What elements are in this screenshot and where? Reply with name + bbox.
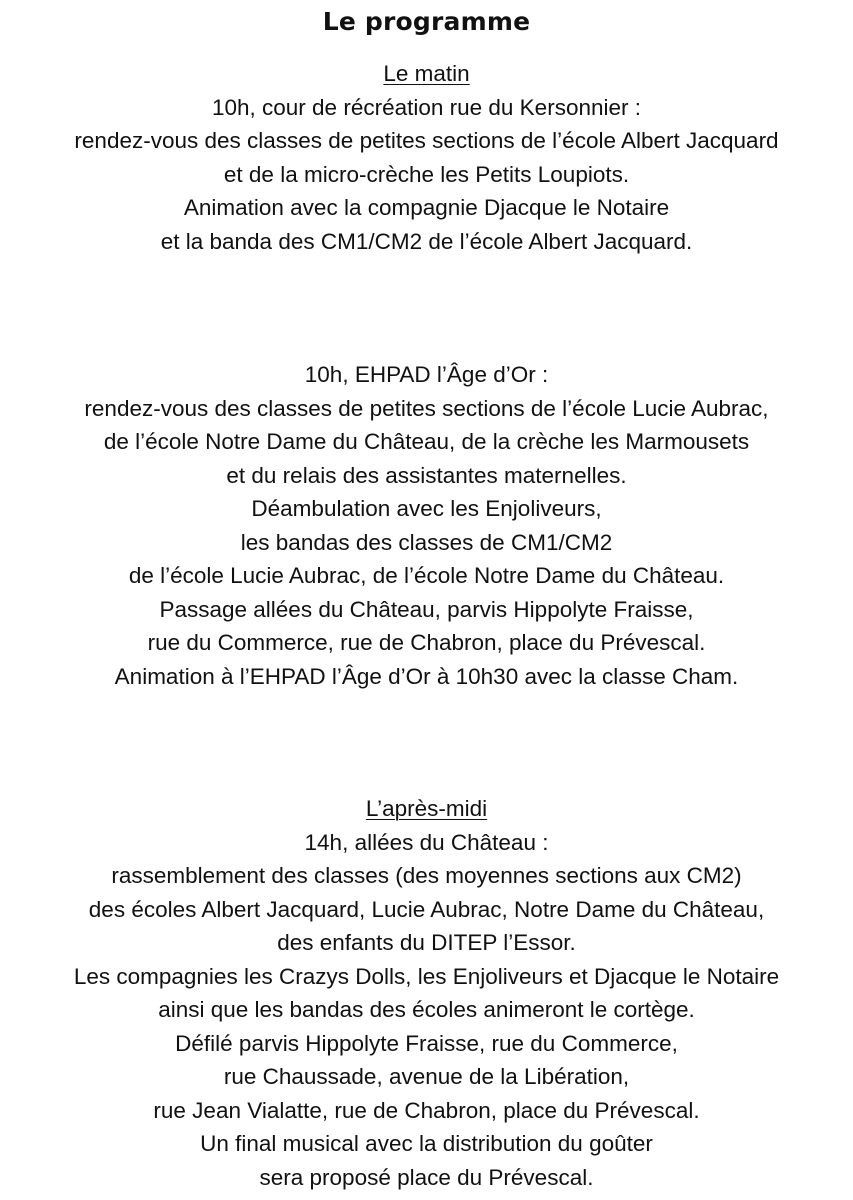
- afternoon-line: des enfants du DITEP l’Essor.: [277, 930, 576, 955]
- morning-event2-line: et du relais des assistantes maternelles.: [226, 462, 627, 488]
- afternoon-line: rue Chaussade, avenue de la Libération,: [223, 1064, 630, 1089]
- morning-event2-line: de l’école Notre Dame du Château, de la crèche les Marmousets: [103, 429, 750, 454]
- morning-event2-line: les bandas des classes de CM1/CM2: [240, 529, 613, 555]
- morning-event1-line: Animation avec la compagnie Djacque le Notaire: [183, 195, 670, 220]
- morning-event1-line: et la banda des CM1/CM2 de l’école Albert Jacquard.: [160, 228, 693, 254]
- afternoon-line: sera proposé place du Prévescal.: [259, 1164, 594, 1190]
- afternoon-line: 14h, allées du Château :: [304, 829, 549, 855]
- morning-event2-line: rue du Commerce, rue de Chabron, place du Prévescal.: [147, 630, 706, 655]
- afternoon-section: [0, 792, 853, 1194]
- morning-section: [0, 57, 853, 258]
- morning-event2-line: 10h, EHPAD l’Âge d’Or :: [304, 362, 549, 387]
- morning-event2-line: rendez-vous des classes de petites sections de l’école Lucie Aubrac,: [84, 395, 769, 421]
- afternoon-line: des écoles Albert Jacquard, Lucie Aubrac, Notre Dame du Château,: [88, 896, 765, 922]
- morning-event2-line: Passage allées du Château, parvis Hippolyte Fraisse,: [159, 596, 694, 622]
- afternoon-heading: L’après-midi: [365, 796, 488, 821]
- morning-event2-line: de l’école Lucie Aubrac, de l’école Notre Dame du Château.: [128, 563, 725, 588]
- afternoon-line: Un final musical avec la distribution du goûter: [200, 1131, 653, 1156]
- afternoon-line: Les compagnies les Crazys Dolls, les Enjoliveurs et Djacque le Notaire: [73, 963, 780, 989]
- morning-event2-line: Animation à l’EHPAD l’Âge d’Or à 10h30 avec la classe Cham.: [114, 663, 739, 689]
- morning-heading: Le matin: [383, 61, 470, 86]
- afternoon-line: Défilé parvis Hippolyte Fraisse, rue du Commerce,: [175, 1030, 678, 1056]
- afternoon-line: rassemblement des classes (des moyennes sections aux CM2): [111, 863, 742, 888]
- afternoon-line: ainsi que les bandas des écoles animeront le cortège.: [158, 997, 695, 1022]
- morning-event2: [0, 358, 853, 693]
- morning-event1-line: et de la micro-crèche les Petits Loupiots.: [223, 161, 630, 187]
- afternoon-line: rue Jean Vialatte, rue de Chabron, place du Prévescal.: [153, 1097, 700, 1123]
- morning-event2-line: Déambulation avec les Enjoliveurs,: [251, 496, 602, 521]
- morning-event1-line: 10h, cour de récréation rue du Kersonnier :: [211, 94, 641, 120]
- morning-event1-line: rendez-vous des classes de petites sections de l’école Albert Jacquard: [74, 128, 779, 153]
- page-title: Le programme: [322, 7, 531, 36]
